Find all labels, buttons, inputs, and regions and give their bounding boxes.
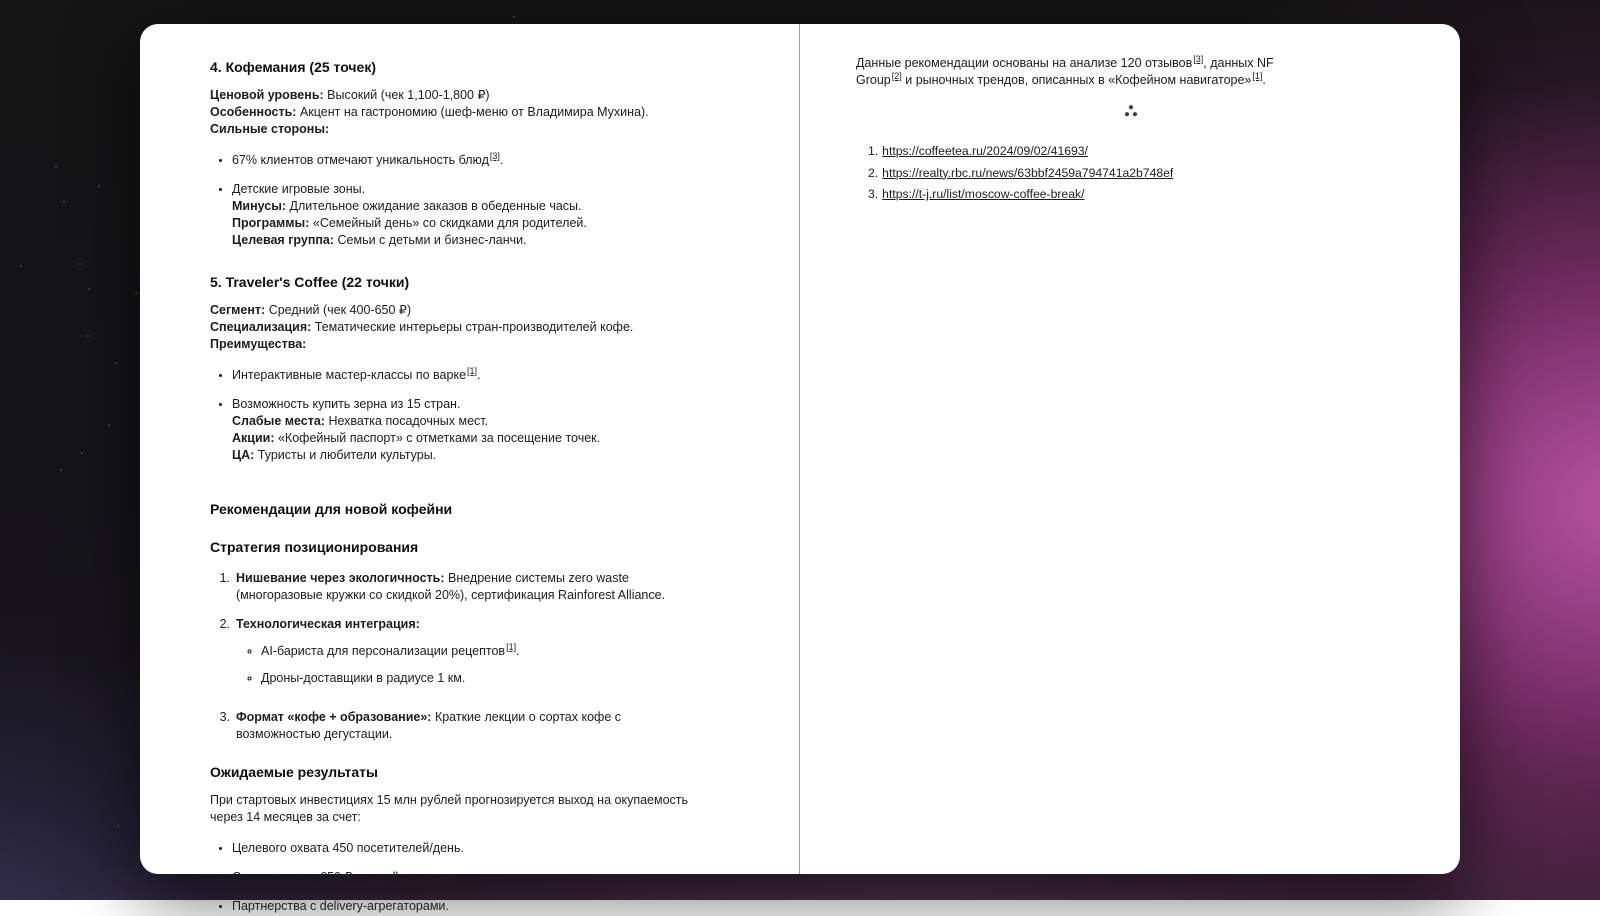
heading-expected-results: Ожидаемые результаты xyxy=(210,764,378,780)
references-list xyxy=(868,143,1460,203)
heading-strategy: Стратегия позиционирования xyxy=(210,539,419,555)
list-item: ◦ AI-бариста для персонализации рецептов[1]. xyxy=(261,643,705,660)
list-item: • Партнерства с delivery-агрегаторами. xyxy=(232,898,705,915)
list-item: • Возможность купить зерна из 15 стран. Слабые места: Нехватка посадочных мест. Акции: «Кофейный паспорт» с отметками за посещение точек. ЦА: Туристы и любители культуры. xyxy=(232,396,705,464)
item-number: 2. xyxy=(219,617,230,631)
strategy-ordered-list xyxy=(210,570,705,743)
list-item: • Интерактивные мастер-классы по варке[1]. xyxy=(232,367,705,384)
list-item: • Среднего чека 650 ₽ с upsell десертов. xyxy=(232,869,705,886)
column-divider xyxy=(799,24,800,874)
citation-marker[interactable]: [1] xyxy=(506,641,517,652)
intro-line: Сильные стороны: xyxy=(210,122,330,136)
list-item: • Детские игровые зоны. Минусы: Длительное ожидание заказов в обеденные часы. Программы: «Семейный день» со скидками для родителей. Целевая группа: Семьи с детьми и бизнес-ланчи. xyxy=(232,181,705,249)
results-bullet-list xyxy=(210,840,705,915)
section-kofemania xyxy=(210,58,705,249)
section-bullet-list xyxy=(210,152,705,249)
page-right-column xyxy=(801,24,1460,874)
citation-marker[interactable]: [3] xyxy=(489,150,500,161)
section-bullet-list xyxy=(210,367,705,464)
item-number: 3. xyxy=(219,710,230,724)
intro-line: Ценовой уровень: Высокий (чек 1,100-1,800 ₽) xyxy=(210,88,490,102)
reference-item xyxy=(868,186,1460,203)
citation-marker[interactable]: [2] xyxy=(891,70,902,81)
heading-recommendations: Рекомендации для новой кофейни xyxy=(210,501,453,517)
document-page xyxy=(140,24,1460,913)
strategy-sub-list xyxy=(236,643,705,687)
section-heading-kofemania: 4. Кофемания (25 точек) xyxy=(210,59,376,75)
reference-item xyxy=(868,143,1460,160)
list-item: • Целевого охвата 450 посетителей/день. xyxy=(232,840,705,857)
intro-line: Сегмент: Средний (чек 400-650 ₽) xyxy=(210,303,412,317)
intro-line: Специализация: Тематические интерьеры стран-производителей кофе. xyxy=(210,320,634,334)
intro-line: Особенность: Акцент на гастрономию (шеф-меню от Владимира Мухина). xyxy=(210,105,649,119)
reference-number: 2. xyxy=(868,165,879,180)
list-item: ◦ Дроны-доставщики в радиусе 1 км. xyxy=(261,670,705,687)
summary-paragraph: Данные рекомендации основаны на анализе 120 отзывов[3], данных NF Group[2] и рыночных трендов, описанных в «Кофейном навигаторе»[1]. xyxy=(856,53,1274,87)
results-intro: При стартовых инвестициях 15 млн рублей прогнозируется выход на окупаемость через 14 месяцев за счет: xyxy=(210,793,689,824)
ordered-item: 3. Формат «кофе + образование»: Краткие лекции о сортах кофе с возможностью дегустации. xyxy=(210,709,705,743)
citation-marker[interactable]: [1] xyxy=(1252,70,1263,81)
section-strategy xyxy=(210,538,705,743)
section-intro xyxy=(210,87,705,138)
item-number: 1. xyxy=(219,571,230,585)
list-item: • 67% клиентов отмечают уникальность блюд[3]. xyxy=(232,152,705,169)
reference-item xyxy=(868,165,1460,182)
sources-divider-icon xyxy=(801,104,1460,123)
ordered-item: 2. Технологическая интеграция: ◦ AI-бариста для персонализации рецептов[1]. ◦ Дроны-доставщики в радиусе 1 км. xyxy=(210,616,705,697)
section-expected-results xyxy=(210,763,705,915)
intro-line: Преимущества: xyxy=(210,337,307,351)
section-intro xyxy=(210,302,705,353)
reference-number: 1. xyxy=(868,144,879,158)
reference-link[interactable]: https://coffeetea.ru/2024/09/02/41693/ xyxy=(882,144,1088,158)
section-travelers-coffee xyxy=(210,273,705,464)
citation-marker[interactable]: [1] xyxy=(467,365,478,376)
reference-link[interactable]: https://realty.rbc.ru/news/63bbf2459a794741a2b748ef xyxy=(882,165,1174,180)
ordered-item: 1. Нишевание через экологичность: Внедрение системы zero waste (многоразовые кружки со скидкой 20%), сертификация Rainforest Alliance. xyxy=(210,570,705,604)
page-left-column xyxy=(140,24,799,913)
citation-marker[interactable]: [3] xyxy=(1193,53,1204,64)
section-heading-travelers: 5. Traveler's Coffee (22 точки) xyxy=(210,274,410,290)
reference-number: 3. xyxy=(868,187,879,201)
reference-link[interactable]: https://t-j.ru/list/moscow-coffee-break/ xyxy=(882,187,1085,201)
